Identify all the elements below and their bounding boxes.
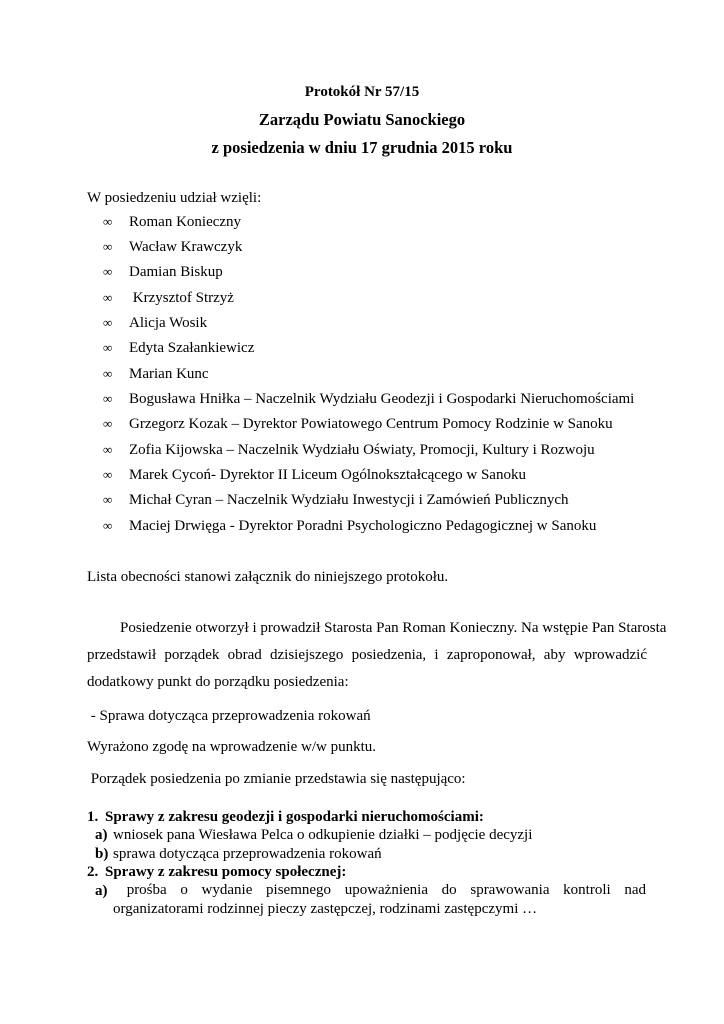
consent-statement: Wyrażono zgodę na wprowadzenie w/w punktu. (87, 739, 376, 755)
agenda-intro: Porządek posiedzenia po zmianie przedstawia się następująco: (87, 771, 466, 787)
attendee-item (0, 262, 660, 282)
agenda-subitem-text: prośba o wydanie pisemnego upoważnienia do sprawowania kontroli nad organizatorami rodzinnej pieczy zastępczej, rodzinami zastępczymi … (113, 882, 650, 917)
attendance-intro: W posiedzeniu udział wzięli: (87, 190, 262, 206)
attendee-name: Edyta Szałankiewicz (129, 340, 255, 356)
agenda-item-number: 1. (87, 809, 99, 825)
agenda-subitem-text: wniosek pana Wiesława Pelca o odkupienie działki – podjęcie decyzji (113, 827, 533, 843)
attendee-name: Zofia Kijowska – Naczelnik Wydziału Oświaty, Promocji, Kultury i Rozwoju (129, 442, 595, 458)
attendance-note: Lista obecności stanowi załącznik do niniejszego protokołu. (87, 569, 449, 585)
attendee-item (0, 338, 660, 358)
attendee-name: Krzysztof Strzyż (129, 290, 234, 306)
infinity-bullet-icon: ∞ (103, 340, 113, 355)
paragraph-line: dodatkowy punkt do porządku posiedzenia: (87, 674, 349, 690)
attendee-item (0, 364, 660, 384)
board-name: Zarządu Powiatu Sanockiego (258, 110, 466, 129)
protocol-number: Protokół Nr 57/15 (304, 84, 420, 100)
infinity-bullet-icon: ∞ (103, 214, 113, 229)
infinity-bullet-icon: ∞ (103, 416, 113, 431)
infinity-bullet-icon: ∞ (103, 391, 113, 406)
infinity-bullet-icon: ∞ (103, 239, 113, 254)
attendee-item (0, 490, 660, 510)
agenda-subitem-letter: a) (95, 883, 108, 899)
agenda-subitem-letter: a) (95, 827, 108, 843)
attendee-item (0, 516, 660, 536)
added-agenda-item: - Sprawa dotycząca przeprowadzenia rokowań (87, 708, 371, 724)
attendee-name: Damian Biskup (129, 264, 223, 280)
agenda-item-number: 2. (87, 864, 99, 880)
attendee-name: Grzegorz Kozak – Dyrektor Powiatowego Centrum Pomocy Rodzinie w Sanoku (129, 416, 613, 432)
opening-paragraph (87, 615, 667, 696)
attendee-name: Wacław Krawczyk (129, 239, 243, 255)
infinity-bullet-icon: ∞ (103, 366, 113, 381)
attendee-item (0, 440, 660, 460)
attendee-item (0, 288, 660, 308)
agenda-subitem-letter: b) (95, 846, 109, 862)
attendee-item (0, 389, 660, 409)
attendee-item (0, 212, 660, 232)
infinity-bullet-icon: ∞ (103, 518, 113, 533)
paragraph-line: Posiedzenie otworzył i prowadził Starosta Pan Roman Konieczny. Na wstępie Pan Starosta (120, 620, 667, 636)
paragraph-line: przedstawił porządek obrad dzisiejszego posiedzenia, i zaproponował, aby wprowadzić (87, 647, 647, 663)
attendee-name: Bogusława Hniłka – Naczelnik Wydziału Geodezji i Gospodarki Nieruchomościami (129, 391, 635, 407)
attendee-name: Maciej Drwięga - Dyrektor Poradni Psychologiczno Pedagogicznej w Sanoku (129, 518, 597, 534)
infinity-bullet-icon: ∞ (103, 492, 113, 507)
attendee-item (0, 313, 660, 333)
meeting-date: z posiedzenia w dniu 17 grudnia 2015 roku (211, 138, 513, 157)
infinity-bullet-icon: ∞ (103, 315, 113, 330)
attendee-item (0, 414, 660, 434)
infinity-bullet-icon: ∞ (103, 290, 113, 305)
attendee-name: Marian Kunc (129, 366, 209, 382)
agenda-subitem-text: sprawa dotycząca przeprowadzenia rokowań (113, 846, 382, 862)
attendee-name: Alicja Wosik (129, 315, 208, 331)
attendee-item (0, 237, 660, 257)
infinity-bullet-icon: ∞ (103, 467, 113, 482)
agenda-item-title: Sprawy z zakresu pomocy społecznej: (105, 864, 347, 880)
infinity-bullet-icon: ∞ (103, 264, 113, 279)
agenda-item-title: Sprawy z zakresu geodezji i gospodarki nieruchomościami: (105, 809, 484, 825)
attendee-name: Roman Konieczny (129, 214, 242, 230)
attendee-name: Marek Cycoń- Dyrektor II Liceum Ogólnokształcącego w Sanoku (129, 467, 526, 483)
attendee-item (0, 465, 660, 485)
attendee-name: Michał Cyran – Naczelnik Wydziału Inwestycji i Zamówień Publicznych (129, 492, 569, 508)
infinity-bullet-icon: ∞ (103, 442, 113, 457)
